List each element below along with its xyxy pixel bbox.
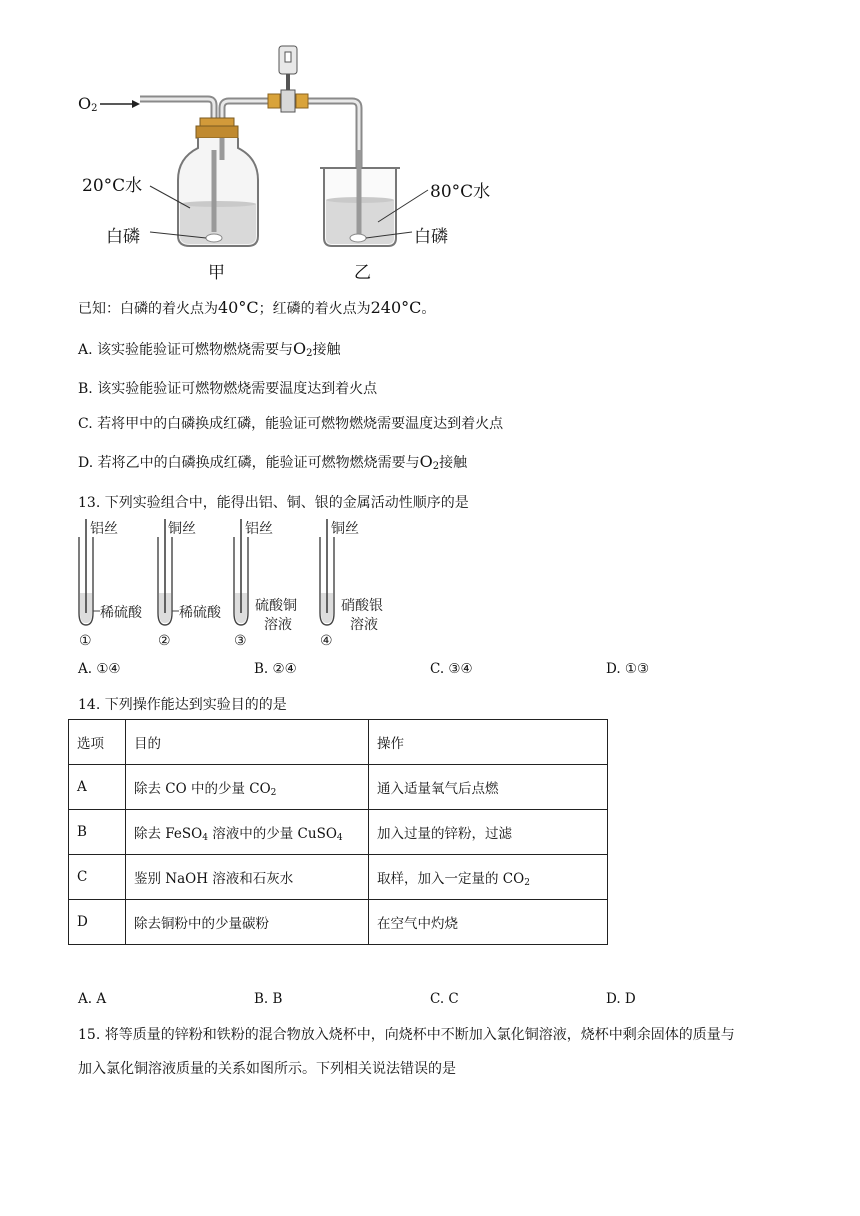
row-goal: 鉴别 NaOH 溶液和石灰水	[126, 855, 369, 900]
header-goal: 目的	[126, 720, 369, 765]
o2-label: $O_2$	[78, 94, 98, 114]
tube-1-wire: 铝丝	[90, 521, 118, 537]
tube-4-liquid-line1: 硝酸银	[341, 598, 383, 614]
tube-1-number: ①	[79, 633, 92, 649]
row-option: B	[69, 810, 126, 855]
tube-4-liquid-line2: 溶液	[350, 617, 378, 633]
row-goal: 除去 FeSO$_4$ 溶液中的少量 CuSO$_4$	[126, 810, 369, 855]
row-option: C	[69, 855, 126, 900]
row-operation: 加入过量的锌粉，过滤	[369, 810, 608, 855]
row-option: A	[69, 765, 126, 810]
tube-4-wire: 铜丝	[331, 521, 359, 537]
header-option: 选项	[69, 720, 126, 765]
q13-option-c: C. ③④	[430, 661, 473, 677]
q12-option-b: B. 该实验能验证可燃物燃烧需要温度达到着火点	[78, 381, 378, 397]
q14-option-c: C. C	[430, 991, 459, 1007]
tube-3-liquid-line1: 硫酸铜	[255, 598, 297, 614]
row-goal: 除去铜粉中的少量碳粉	[126, 900, 369, 945]
tube-2-wire: 铜丝	[168, 521, 196, 537]
q15-stem-line2: 加入氯化铜溶液质量的关系如图所示。下列相关说法错误的是	[78, 1061, 456, 1077]
label-jia: 甲	[208, 263, 225, 283]
q13-option-d: D. ①③	[606, 661, 650, 677]
tube-1-liquid: 稀硫酸	[100, 605, 142, 621]
row-operation: 取样，加入一定量的 $CO_2$	[369, 855, 608, 900]
q12-option-c: C. 若将甲中的白磷换成红磷，能验证可燃物燃烧需要温度达到着火点	[78, 416, 504, 432]
q14-stem: 14. 下列操作能达到实验目的的是	[78, 697, 287, 713]
row-goal: 除去 CO 中的少量 $CO_2$	[126, 765, 369, 810]
tube-3-wire: 铝丝	[245, 521, 273, 537]
tube-3-liquid-line2: 溶液	[264, 617, 292, 633]
row-option: D	[69, 900, 126, 945]
q13-option-b: B. ②④	[254, 661, 297, 677]
phosphorus-right-label: 白磷	[414, 227, 448, 247]
tube-4-number: ④	[320, 633, 333, 649]
row-operation: 通入适量氧气后点燃	[369, 765, 608, 810]
table-header-row	[69, 720, 608, 765]
phosphorus-left-label: 白磷	[106, 227, 140, 247]
tube-2-number: ②	[158, 633, 171, 649]
q14-option-d: D. D	[606, 991, 636, 1007]
row-operation: 在空气中灼烧	[369, 900, 608, 945]
q14-table	[68, 719, 608, 945]
label-yi: 乙	[354, 263, 371, 283]
water-20-label: 20°C水	[82, 176, 143, 196]
test-tubes-figure	[0, 515, 860, 655]
q13-option-a: A. ①④	[78, 661, 121, 677]
q12-option-d: D. 若将乙中的白磷换成红磷，能验证可燃物燃烧需要与$O_2$接触	[78, 452, 468, 472]
q12-option-a: A. 该实验能验证可燃物燃烧需要与$O_2$接触	[78, 339, 341, 359]
tube-3-number: ③	[234, 633, 247, 649]
table-row	[69, 900, 608, 945]
known-ignition-points: 已知：白磷的着火点为40°C；红磷的着火点为240°C。	[78, 298, 436, 317]
water-80-label: 80°C水	[430, 182, 491, 202]
table-row	[69, 765, 608, 810]
table-row	[69, 810, 608, 855]
q13-stem: 13. 下列实验组合中，能得出铝、铜、银的金属活动性顺序的是	[78, 495, 469, 511]
q14-option-a: A. A	[78, 991, 107, 1007]
header-operation: 操作	[369, 720, 608, 765]
tube-2-liquid: 稀硫酸	[179, 605, 221, 621]
q14-option-b: B. B	[254, 991, 283, 1007]
table-row	[69, 855, 608, 900]
q15-stem-line1: 15. 将等质量的锌粉和铁粉的混合物放入烧杯中，向烧杯中不断加入氯化铜溶液，烧杯中剩余固体的质量与	[78, 1027, 735, 1043]
